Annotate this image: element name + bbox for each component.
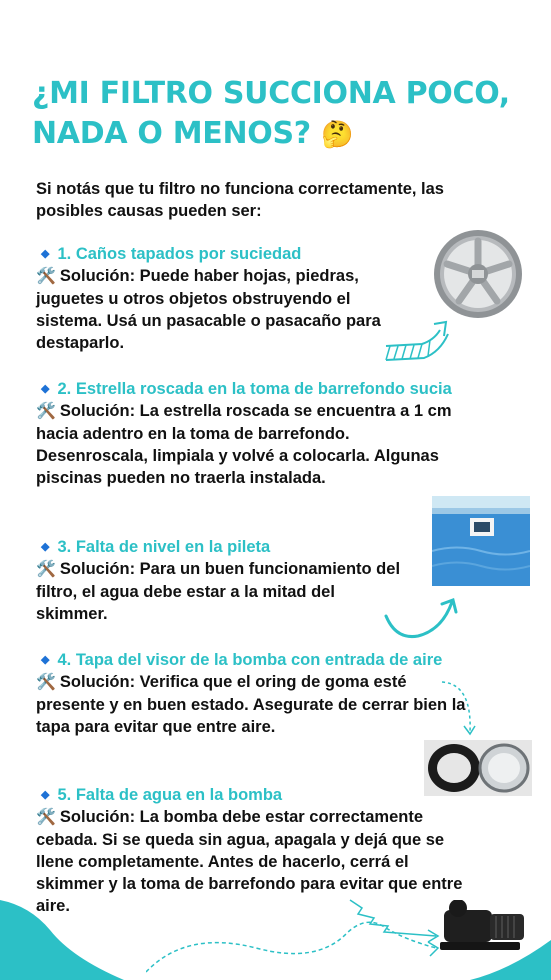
cause-heading-text: 5. Falta de agua en la bomba: [57, 786, 283, 804]
solution-body: Solución: La estrella roscada se encuentra a 1 cm hacia adentro en la toma de barrefondo. Desenroscala, limpiala y volvé a colocarla. Algunas piscinas pueden no traerla instalada.: [36, 402, 452, 487]
solution-body: Solución: Para un buen funcionamiento del filtro, el agua debe estar a la mitad del skimmer.: [36, 560, 401, 623]
teal-wave-corner-right: [470, 940, 551, 980]
cause-item-4: [36, 649, 466, 738]
threaded-star-image: [432, 228, 524, 320]
diamond-bullet-icon: ◆: [41, 789, 50, 801]
cause-heading-text: 2. Estrella roscada en la toma de barrefondo sucia: [57, 380, 452, 398]
teal-wave-corner-left: [0, 900, 130, 980]
solution-text: [36, 400, 466, 489]
cause-item-3: [36, 536, 401, 625]
curly-arrow-decoration: [382, 594, 462, 642]
intro-text: Si notás que tu filtro no funciona correctamente, las posibles causas pueden ser:: [36, 180, 444, 220]
solution-text: [36, 558, 401, 625]
pump-lid-image: [424, 740, 532, 796]
dotted-arrow-decoration: [438, 676, 478, 740]
zigzag-arrow-decoration: [348, 896, 444, 944]
solution-body: Solución: La bomba debe estar correctamente cebada. Si se queda sin agua, apagala y dejá que se llene completamente. Antes de hacerlo, cerrá el skimmer y la toma de barrefondo para evitar que entre aire.: [36, 808, 463, 915]
cause-item-2: [36, 378, 466, 489]
cause-heading: [36, 649, 466, 671]
tools-icon: 🛠️: [36, 674, 56, 691]
solution-text: [36, 671, 466, 738]
cause-heading-text: 3. Falta de nivel en la pileta: [57, 538, 271, 556]
solution-body: Solución: Verifica que el oring de goma esté presente y en buen estado. Asegurate de cerrar bien la tapa para evitar que entre aire.: [36, 673, 466, 736]
cause-heading: [36, 784, 476, 806]
tools-icon: 🛠️: [36, 268, 56, 285]
tools-icon: 🛠️: [36, 809, 56, 826]
cause-heading: [36, 243, 411, 265]
cause-item-1: [36, 243, 411, 354]
solution-body: Solución: Puede haber hojas, piedras, juguetes u otros objetos obstruyendo el sistema. Usá un pasacable o pasacaño para destaparlo.: [36, 267, 381, 352]
tools-icon: 🛠️: [36, 403, 56, 420]
cause-heading-text: 4. Tapa del visor de la bomba con entrada de aire: [57, 651, 443, 669]
hatched-arrow-decoration: [382, 318, 452, 364]
diamond-bullet-icon: ◆: [41, 541, 50, 553]
diamond-bullet-icon: ◆: [41, 383, 50, 395]
thinking-face-icon: 🤔: [321, 120, 354, 150]
cause-heading-text: 1. Caños tapados por suciedad: [57, 245, 302, 263]
title-text: ¿MI FILTRO SUCCIONA POCO, NADA O MENOS?: [32, 76, 510, 151]
pool-skimmer-image: [432, 496, 530, 586]
cause-heading: [36, 378, 466, 400]
cause-heading: [36, 536, 401, 558]
diamond-bullet-icon: ◆: [41, 654, 50, 666]
diamond-bullet-icon: ◆: [41, 248, 50, 260]
solution-text: [36, 265, 411, 354]
tools-icon: 🛠️: [36, 561, 56, 578]
page-title: [32, 74, 512, 155]
